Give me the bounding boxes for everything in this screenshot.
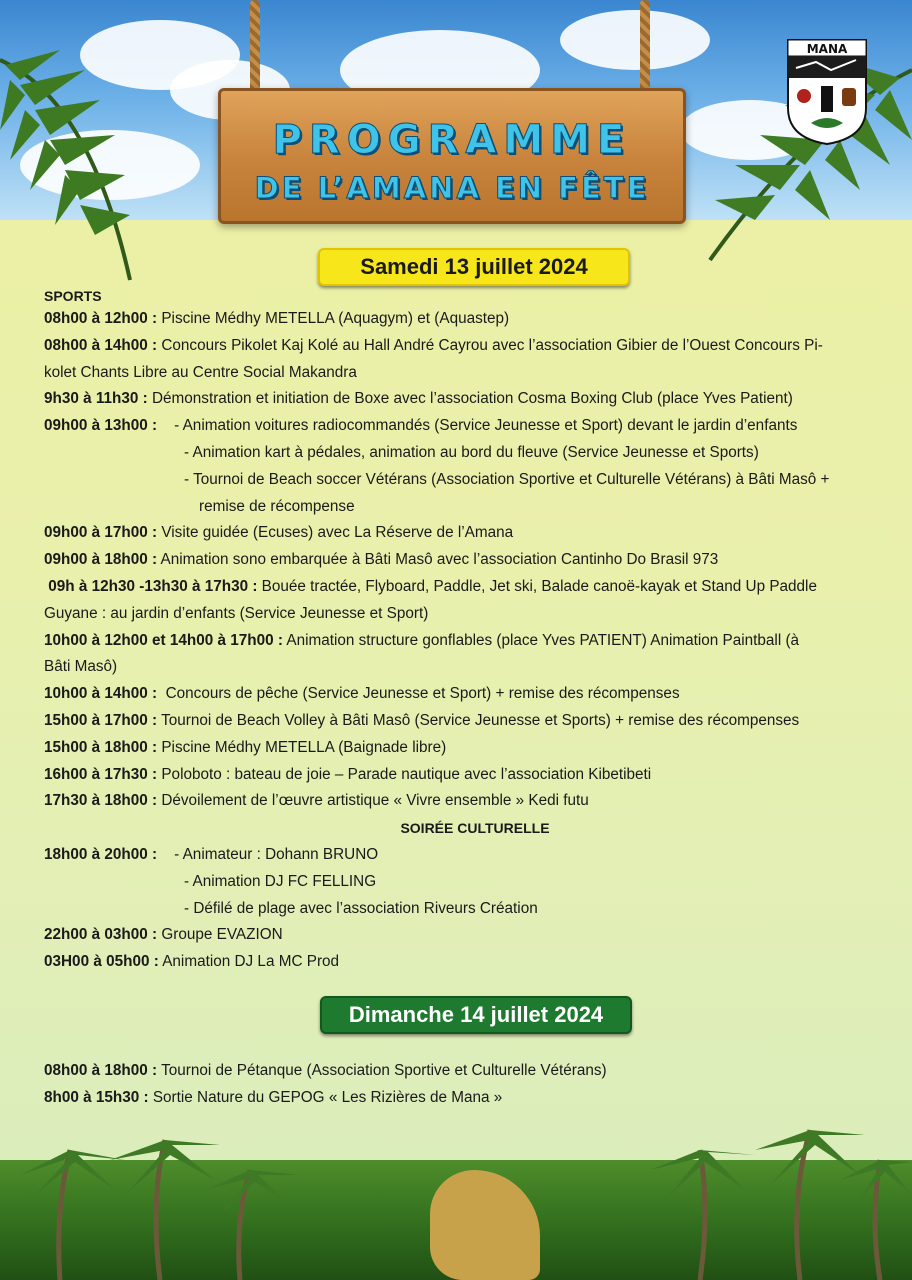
title-sign: [218, 88, 686, 224]
list-item: [44, 520, 906, 547]
item-time: 03H00 à 05h00 :: [44, 953, 159, 971]
palm-leaf-icon: [0, 40, 140, 290]
saturday-program: [44, 286, 906, 976]
crest-label: MANA: [806, 42, 848, 56]
sub-item: - Défilé de plage avec l’association Riveurs Création: [184, 899, 538, 917]
item-time: 8h00 à 15h30 :: [44, 1088, 149, 1106]
list-item: [44, 386, 906, 413]
date-banner-sunday: Dimanche 14 juillet 2024: [320, 996, 632, 1034]
item-time: 16h00 à 17h30 :: [44, 765, 158, 783]
list-item: [44, 788, 906, 815]
coat-of-arms-icon: [786, 38, 868, 146]
item-text: Animation DJ La MC Prod: [158, 953, 340, 971]
list-item: [44, 413, 906, 440]
section-heading-sports: SPORTS: [44, 288, 102, 304]
list-item: [44, 735, 906, 762]
item-text: Poloboto : bateau de joie – Parade nautique avec l’association Kibetibeti: [157, 765, 652, 783]
list-item: [44, 708, 906, 735]
list-item: [44, 922, 906, 949]
item-time: 15h00 à 18h00 :: [44, 738, 158, 756]
list-item: [44, 628, 906, 655]
sub-item: - Animation kart à pédales, animation au bord du fleuve (Service Jeunesse et Sports): [184, 443, 759, 461]
item-time: 10h00 à 12h00 et 14h00 à 17h00 :: [44, 631, 283, 649]
sub-item: - Tournoi de Beach soccer Vétérans (Association Sportive et Culturelle Vétérans) à Bâti Masô +: [184, 470, 830, 488]
sub-item: - Animation DJ FC FELLING: [184, 872, 377, 890]
list-item: [44, 949, 906, 976]
item-time: 08h00 à 12h00 :: [44, 310, 158, 327]
list-item: [44, 681, 906, 708]
list-item: [44, 547, 906, 574]
item-text: Dévoilement de l’œuvre artistique « Vivre ensemble » Kedi futu: [157, 792, 589, 810]
item-time: 09h à 12h30 -13h30 à 17h30 :: [44, 577, 258, 595]
item-text: Animation structure gonflables (place Yves PATIENT) Animation Paintball (à: [282, 631, 800, 649]
item-text: Groupe EVAZION: [157, 926, 283, 944]
sign-rope: [640, 0, 650, 100]
item-text: Démonstration et initiation de Boxe avec l’association Cosma Boxing Club (place Yves Patient): [147, 390, 793, 408]
sub-item-continuation: remise de récompense: [199, 497, 355, 515]
palm-tree-icon: [0, 1080, 912, 1280]
item-text: Piscine Médhy METELLA (Baignade libre): [157, 738, 447, 756]
list-item: [44, 762, 906, 789]
item-time: 9h30 à 11h30 :: [44, 390, 148, 408]
item-text: Piscine Médhy METELLA (Aquagym) et (Aquastep): [157, 310, 510, 327]
date-banner-saturday: Samedi 13 juillet 2024: [318, 248, 630, 286]
item-text: Concours Pikolet Kaj Kolé au Hall André Cayrou avec l’association Gibier de l’Ouest Concours Pi-: [157, 336, 823, 354]
item-text: Tournoi de Beach Volley à Bâti Masô (Service Jeunesse et Sports) + remise des récompenses: [157, 711, 800, 729]
item-time: 10h00 à 14h00 :: [44, 685, 158, 703]
list-item-continuation: Guyane : au jardin d’enfants (Service Jeunesse et Sport): [44, 604, 429, 622]
item-time: 15h00 à 17h00 :: [44, 711, 158, 729]
item-time: 08h00 à 18h00 :: [44, 1062, 158, 1079]
list-item: [44, 306, 906, 333]
list-item: [44, 842, 906, 869]
list-item: [44, 333, 906, 360]
item-text: Bouée tractée, Flyboard, Paddle, Jet ski, Balade canoë-kayak et Stand Up Paddle: [257, 577, 817, 595]
page-title: PROGRAMME: [272, 117, 632, 163]
list-item-continuation: Bâti Masô): [44, 658, 118, 676]
item-text: - Animateur : Dohann BRUNO: [157, 845, 379, 863]
item-time: 17h30 à 18h00 :: [44, 792, 158, 810]
item-time: 08h00 à 14h00 :: [44, 336, 158, 354]
item-text: Tournoi de Pétanque (Association Sportive et Culturelle Vétérans): [157, 1062, 607, 1079]
item-text: Concours de pêche (Service Jeunesse et Sport) + remise des récompenses: [157, 685, 680, 703]
list-item: [44, 574, 906, 601]
item-text: Sortie Nature du GEPOG « Les Rizières de Mana »: [148, 1088, 503, 1106]
item-time: 09h00 à 18h00 :: [44, 551, 158, 569]
item-text: Animation sono embarquée à Bâti Masô avec l’association Cantinho Do Brasil 973: [157, 551, 719, 569]
item-time: 18h00 à 20h00 :: [44, 845, 158, 863]
item-time: 09h00 à 13h00 :: [44, 417, 158, 435]
section-heading-soiree: SOIRÉE CULTURELLE: [400, 820, 550, 837]
page-subtitle: DE L’AMANA EN FÊTE: [254, 171, 650, 205]
list-item-continuation: kolet Chants Libre au Centre Social Makandra: [44, 363, 357, 381]
item-time: 09h00 à 17h00 :: [44, 524, 158, 542]
item-text: Visite guidée (Ecuses) avec La Réserve de l’Amana: [157, 524, 514, 542]
item-time: 22h00 à 03h00 :: [44, 926, 158, 944]
sign-rope: [250, 0, 260, 100]
item-text: - Animation voitures radiocommandés (Service Jeunesse et Sport) devant le jardin d’enfants: [157, 417, 798, 435]
